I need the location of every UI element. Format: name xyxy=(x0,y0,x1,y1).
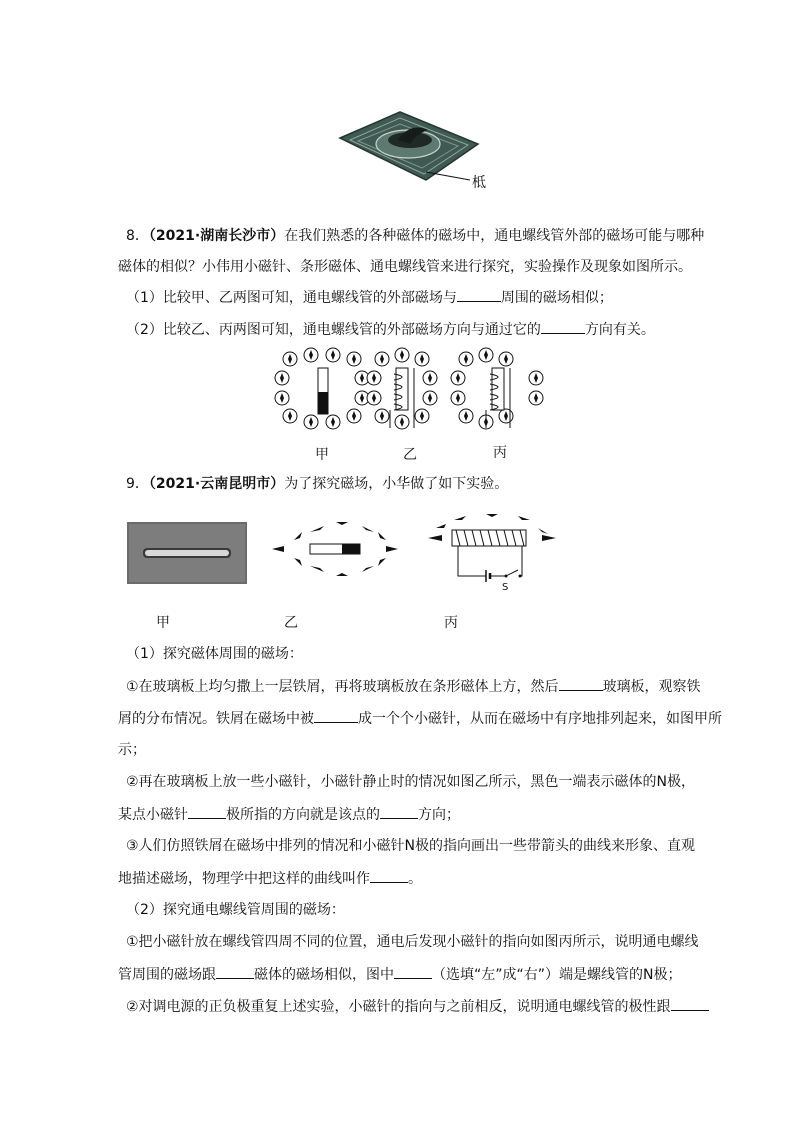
q9-item2-line1: ②再在玻璃板上放一些小磁针，小磁针静止时的情况如图乙所示，黑色一端表示磁体的N极， xyxy=(126,774,696,790)
q9-item3-line1: ③人们仿照铁屑在磁场中排列的情况和小磁针N极的指向画出一些带箭头的曲线来形象、直观 xyxy=(126,838,696,854)
answer-blank[interactable] xyxy=(394,964,432,979)
figure-label-di: 柢 xyxy=(472,175,486,191)
q9-figure-yi xyxy=(266,518,406,580)
compass-ring-yi xyxy=(367,348,437,429)
q9-j1-line1: ①把小磁针放在螺线管四周不同的位置，通电后发现小磁针的指向如图丙所示，说明通电螺线 xyxy=(126,934,699,950)
q8-part1: （1）比较甲、乙两图可知，通电螺线管的外部磁场与 周围的磁场相似； xyxy=(126,287,613,308)
q9-part2-title: （2）探究通电螺线管周围的磁场： xyxy=(126,902,345,918)
q9-stem: 9．（2021·云南昆明市）为了探究磁场，小华做了如下实验。 xyxy=(126,476,509,492)
q8-stem xyxy=(126,226,704,246)
answer-blank[interactable] xyxy=(314,708,358,723)
q9-source: （2021·云南昆明市） xyxy=(148,476,285,492)
q8-label-jia: 甲 xyxy=(315,447,329,463)
q9-j1-line2: 管周围的磁场跟 磁体的磁场相似，图中 （选填“左”成“右”）端是螺线管的N极； xyxy=(118,964,681,985)
answer-blank[interactable] xyxy=(188,804,226,819)
q8-stem-line1: 在我们熟悉的各种磁体的磁场中，通电螺线管外部的磁场可能与哪种 xyxy=(284,228,705,244)
answer-blank[interactable] xyxy=(380,804,418,819)
answer-blank[interactable] xyxy=(671,996,709,1011)
q8-number: 8． xyxy=(126,228,149,244)
answer-blank[interactable] xyxy=(559,676,603,691)
q9-label-bing: 丙 xyxy=(444,615,458,631)
q9-figure-jia xyxy=(127,522,247,584)
q9-figure-bing xyxy=(426,512,560,600)
q9-number: 9． xyxy=(126,476,149,492)
answer-blank[interactable] xyxy=(541,319,585,334)
q9-label-jia: 甲 xyxy=(156,615,170,631)
q8-label-bing: 丙 xyxy=(493,445,507,461)
q8-figure xyxy=(270,344,550,440)
q9-label-yi: 乙 xyxy=(284,615,298,631)
compass-ring-bing xyxy=(451,348,543,429)
q9-part1-title: （1）探究磁体周围的磁场： xyxy=(126,646,303,662)
q8-label-yi: 乙 xyxy=(403,447,417,463)
q9-item2-line2: 某点小磁针 极所指的方向就是该点的 方向； xyxy=(118,804,460,825)
q8-stem-line2: 磁体的相似？小伟用小磁针、条形磁体、通电螺线管来进行探究，实验操作及现象如图所示。 xyxy=(118,259,692,275)
q8-part2: （2）比较乙、丙两图可知，通电螺线管的外部磁场方向与通过它的 方向有关。 xyxy=(126,319,655,340)
q8-compass-diagrams xyxy=(270,344,550,440)
answer-blank[interactable] xyxy=(457,287,501,302)
answer-blank[interactable] xyxy=(370,868,408,883)
q9-j2-line1: ②对调电源的正负极重复上述实验，小磁针的指向与之前相反，说明通电螺线管的极性跟 xyxy=(126,996,709,1017)
q9-item3-line2: 地描述磁场，物理学中把这样的曲线叫作 。 xyxy=(118,868,422,889)
answer-blank[interactable] xyxy=(216,964,254,979)
q9-item1-line2: 屑的分布情况。铁屑在磁场中被 成一个个小磁针，从而在磁场中有序地排列起来，如图甲所 xyxy=(118,708,722,729)
switch-label-s: S xyxy=(502,582,509,593)
q9-item1-line3: 示； xyxy=(118,742,146,758)
q9-item1-line1: ①在玻璃板上均匀撒上一层铁屑，再将玻璃板放在条形磁体上方，然后 玻璃板，观察铁 xyxy=(126,676,701,697)
compass-ring-jia xyxy=(275,348,369,429)
q8-source: （2021·湖南长沙市） xyxy=(148,228,285,244)
